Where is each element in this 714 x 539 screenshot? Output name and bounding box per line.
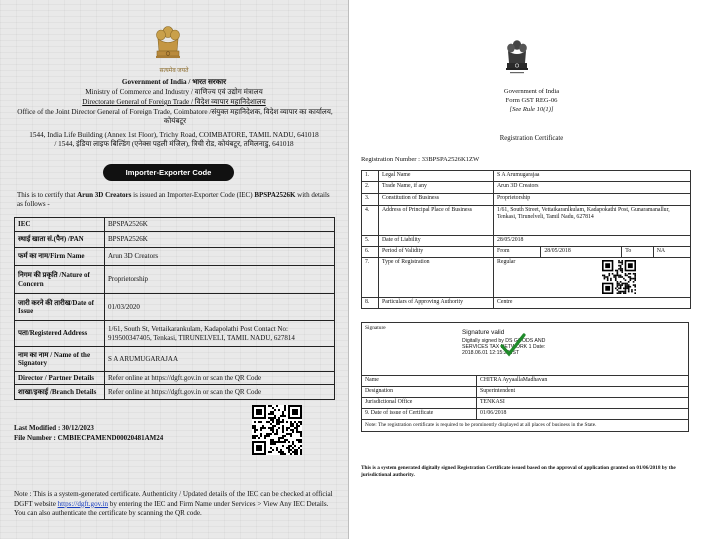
table-row: 7. Type of Registration Regular: [362, 258, 691, 298]
iec-title-badge: Importer-Exporter Code: [103, 164, 234, 181]
table-row: फर्म का नाम/Firm Name Arun 3D Creators: [15, 248, 335, 266]
gst-title: Registration Certificate: [499, 135, 564, 142]
gst-registration-number: Registration Number : 33BPSPA2526K1ZW: [361, 156, 480, 163]
table-row: 9. Date of issue of Certificate 01/06/2018: [362, 409, 689, 420]
iec-last-modified: Last Modified : 30/12/2023: [14, 424, 94, 432]
table-row: निगम की प्रकृति /Nature of Concern Proprietorship: [15, 266, 335, 294]
gst-details-table: [361, 170, 691, 309]
table-row: 4. Address of Principal Place of Business 1/61, South Street, Vettaikaranlkulam, Kadapokathi Post, Gunaramanallur, Tenkasi, Tirunelveli, Tamil Nadu, 627814: [362, 206, 691, 236]
iec-ministry: Ministry of Commerce and Industry / वाणिज्य एवं उद्योग मंत्रालय: [85, 88, 263, 96]
iec-certificate: [0, 0, 349, 539]
table-row: IEC BPSPA2526K: [15, 218, 335, 232]
signature-label: Signature: [365, 325, 386, 331]
dgft-link[interactable]: https://dgft.gov.in: [57, 499, 109, 508]
state-emblem-icon: [151, 24, 185, 68]
table-row: 6. Period of Validity From 28/05/2018 To NA: [362, 247, 691, 258]
iec-last-modified-block: [14, 424, 163, 443]
table-row: Name CHITRA AyyaallaMadhavan: [362, 376, 689, 387]
iec-file-number: File Number : CMBIECPAMEND00020481AM24: [14, 433, 164, 442]
table-row: 5. Date of Liability 28/05/2018: [362, 236, 691, 247]
gst-qr-code-icon: [602, 260, 636, 297]
gst-officer-table: [361, 375, 689, 432]
table-row: Note: The registration certificate is required to be prominently displayed at all places of business in the State.: [362, 420, 689, 432]
table-row: Jurisdictional Office TENKASI: [362, 398, 689, 409]
iec-address-hi: / 1544, इंडिया लाइफ बिल्डिंग (एनेक्स पहली मंजिल), त्रिची रोड, कोयंबटूर, तमिलनाडु, 641018: [54, 140, 294, 148]
iec-dgft: Directorate General of Foreign Trade / विदेश व्यापार महानिदेशालय: [82, 98, 266, 106]
gst-rule: [See Rule 10(1)]: [509, 106, 554, 113]
checkmark-icon: [500, 333, 526, 362]
table-row: Director / Partner Details Refer online at https://dgft.gov.in or scan the QR Code: [15, 372, 335, 385]
iec-details-table: [14, 217, 335, 400]
signature-detail: Digitally signed by DS GOODS AND SERVICES TAX NETWORK 1 Date: 2018.06.01 12:15:22 IST: [462, 338, 546, 357]
iec-address-en: 1544, India Life Building (Annex 1st Floor), Trichy Road, COIMBATORE, TAMIL NADU, 641018: [29, 131, 319, 139]
table-row: शाखा/इकाई /Branch Details Refer online at https://dgft.gov.in or scan the QR Code: [15, 385, 335, 400]
table-row: पता/Registered Address 1/61, South St, Vettaikarankulam, Kadapolathi Post Contact No: 919500347405, Tenkasi, TIRUNELVELI, TAMIL NADU, 627814: [15, 321, 335, 347]
gst-gov-heading: Government of India: [503, 88, 560, 95]
signature-valid-text: Signature valid: [462, 329, 505, 336]
table-row: Designation Superintendent: [362, 387, 689, 398]
iec-gov-heading: Government of India / भारत सरकार: [121, 78, 227, 86]
table-row: 3. Constitution of Business Proprietorship: [362, 194, 691, 206]
table-row: नाम का नाम / Name of the Signatory S A ARUMUGARAJAA: [15, 347, 335, 372]
gst-footer-note: This is a system generated digitally signed Registration Certificate issued based on the approval of application granted on 01/06/2018 by the jurisdictional authority.: [361, 465, 676, 478]
gst-registration-certificate: [349, 0, 714, 539]
gst-form-name: Form GST REG-06: [505, 97, 558, 104]
iec-office: Office of the Joint Director General of Foreign Trade, Coimbatore /संयुक्त महानिदेशक, विदेश व्यापार का कार्यालय, कोयंबटूर: [17, 108, 333, 126]
table-row: 8. Particulars of Approving Authority Centre: [362, 298, 691, 309]
state-emblem-icon: [504, 38, 530, 80]
emblem-motto: सत्यमेव जयते: [159, 68, 189, 74]
iec-qr-code-icon: [252, 405, 302, 455]
iec-note: Note : This is a system-generated certificate. Authenticity / Updated details of the IEC can be checked at official DGFT website https://dgft.gov.in by entering the IEC and Firm Name under Services > View Any IEC Details. You can also authenticate the certificate by scanning the QR code.: [14, 490, 333, 518]
gst-signature-box: [361, 322, 689, 376]
table-row: 2. Trade Name, if any Arun 3D Creators: [362, 182, 691, 194]
table-row: 1. Legal Name S A Arumugarajaa: [362, 171, 691, 182]
table-row: जारी करने की तारीख/Date of Issue 01/03/2020: [15, 294, 335, 321]
iec-certify-statement: This is to certify that Arun 3D Creators is issued an Importer-Exporter Code (IEC) BPSPA2526K with details as follows -: [17, 191, 330, 208]
table-row: स्थाई खाता सं.(पैन) /PAN BPSPA2526K: [15, 232, 335, 248]
